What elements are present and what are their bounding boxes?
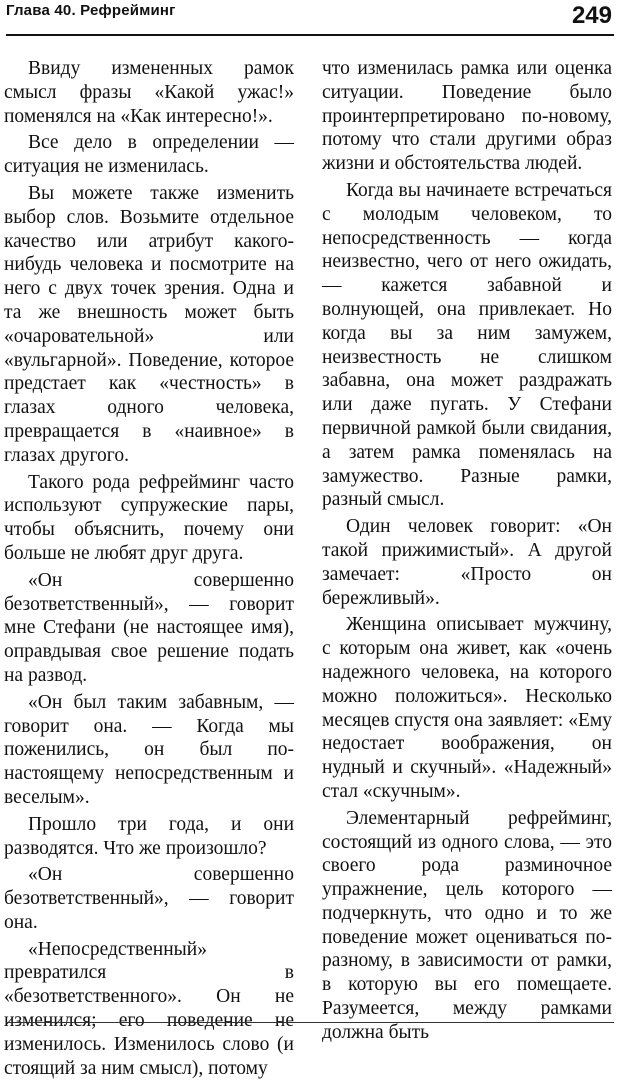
running-header — [6, 0, 614, 36]
right-column — [322, 57, 612, 1048]
paragraph: Прошло три года, и они разводятся. Что же произошло? — [4, 813, 294, 859]
paragraph: Элементарный рефрейминг, состоящий из одного слова, — это своего рода разминочное упражнение, цель которого — подчеркнуть, что одно и то же поведение может оцениваться по-разному, в зависимости от рамки, в которую вы его помещаете. Разумеется, между рамками должна быть — [322, 807, 612, 1043]
paragraph: Женщина описывает мужчину, с которым она живет, как «очень надежного человека, на которого можно положиться». Несколько месяцев спустя она заявляет: «Ему недостает воображения, он нудный и скучный». «Надежный» стал «скучным». — [322, 614, 612, 802]
paragraph: «Он совершенно безответственный», — говорит она. — [4, 864, 294, 933]
paragraph: Такого рода рефрейминг часто используют супружеские пары, чтобы объяснить, почему они больше не любят друг друга. — [4, 471, 294, 564]
paragraph: Один человек говорит: «Он такой прижимистый». А другой замечает: «Просто он бережливый». — [322, 516, 612, 609]
paragraph-continued: что изменилась рамка или оценка ситуации. Поведение было проинтерпретировано по-новому, потому что стали другими образ жизни и обстоятельства людей. — [322, 58, 612, 175]
chapter-title: Глава 40. Рефрейминг — [6, 2, 176, 19]
page-number: 249 — [571, 2, 612, 29]
paragraph: «Он был таким забавным, — говорит она. — Когда мы поженились, он был по-настоящему непосредственным и веселым». — [4, 691, 294, 808]
paragraph: Когда вы начинаете встречаться с молодым человеком, то непосредственность — когда неизвестно, чего от него ожидать, — кажется забавной и волнующей, она привлекает. Но когда вы за ним замужем, неизвестность не слишком забавна, она может раздражать или даже пугать. У Стефани первичной рамкой были свидания, а затем рамка поменялась на замужество. Разные рамки, разный смысл. — [322, 179, 612, 511]
paragraph: «Непосредственный» превратился в «безответственного». Он не изменился; его поведение не изменилось. Изменилось слово (и стоящий за ним смысл), потому — [4, 938, 294, 1079]
paragraph: Вы можете также изменить выбор слов. Возьмите отдельное качество или атрибут какого-нибудь человека и посмотрите на него с двух точек зрения. Одна и та же внешность может быть «очаровательной» или «вульгарной». Поведение, которое предстает как «честность» в глазах одного человека, превращается в «наивное» в глазах другого. — [4, 182, 294, 466]
paragraph: «Он совершенно безответственный», — говорит мне Стефани (не настоящее имя), оправдывая свое решение подать на развод. — [4, 569, 294, 686]
footer-rule — [6, 1022, 614, 1023]
paragraph: Все дело в определении — ситуация не изменилась. — [4, 132, 294, 178]
paragraph: Ввиду измененных рамок смысл фразы «Какой ужас!» поменялся на «Как интересно!». — [4, 58, 294, 127]
left-column — [4, 57, 294, 1083]
